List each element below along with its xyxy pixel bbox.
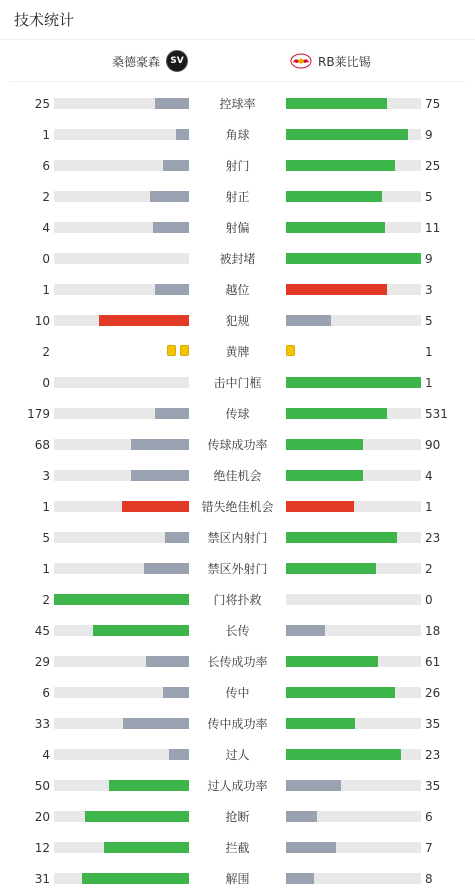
stat-home-value: 12 [34, 841, 50, 855]
away-stat-bar-fill [286, 563, 376, 574]
away-stat-bar-track [286, 873, 421, 884]
away-stat-bar-fill [286, 408, 387, 419]
stat-home-value: 6 [42, 159, 50, 173]
stat-away-value: 35 [425, 717, 441, 731]
stat-label: 绝佳机会 [213, 469, 262, 483]
stat-away-value: 9 [425, 252, 433, 266]
stat-away-value: 35 [425, 779, 441, 793]
away-stat-bar-track [286, 718, 421, 729]
home-stat-bar-track [54, 532, 189, 543]
stat-away-value: 7 [425, 841, 433, 855]
away-stat-bar-fill [286, 377, 421, 388]
away-stat-bar-track [286, 253, 421, 264]
home-stat-bar-fill [155, 408, 189, 419]
away-stat-bar-fill [286, 873, 314, 884]
home-stat-bar-track [54, 129, 189, 140]
away-stat-bar-fill [286, 811, 317, 822]
teams-header [10, 40, 465, 82]
stat-row [0, 430, 475, 461]
home-stat-bar-fill [155, 284, 189, 295]
stat-label: 禁区内射门 [207, 531, 268, 545]
stat-away-value: 23 [425, 748, 441, 762]
away-stat-bar-track [286, 780, 421, 791]
stat-home-value: 0 [42, 376, 50, 390]
stat-home-value: 25 [34, 97, 50, 111]
stat-row [0, 740, 475, 771]
stat-row [0, 244, 475, 275]
home-stat-bar-fill [109, 780, 189, 791]
away-stat-bar-track [286, 377, 421, 388]
yellow-card-icon [180, 345, 189, 356]
away-stat-bar-track [286, 687, 421, 698]
stat-home-value: 3 [42, 469, 50, 483]
home-stat-bar-fill [150, 191, 189, 202]
stat-row [0, 120, 475, 151]
stat-home-value: 50 [34, 779, 50, 793]
away-stat-bar-fill [286, 129, 408, 140]
away-stat-bar-fill [286, 687, 395, 698]
stat-row [0, 678, 475, 709]
away-stat-bar-track [286, 439, 421, 450]
stat-away-value: 11 [425, 221, 441, 235]
away-stat-bar-track [286, 625, 421, 636]
stat-row [0, 554, 475, 585]
home-stat-bar-fill [176, 129, 190, 140]
home-stat-bar-fill [122, 501, 190, 512]
page-title: 技术统计 [14, 11, 75, 29]
stat-row [0, 492, 475, 523]
stat-label: 抢断 [225, 810, 250, 824]
stat-row [0, 864, 475, 895]
away-stat-bar-fill [286, 160, 395, 171]
home-stat-bar-track [54, 222, 189, 233]
home-stat-bar-track [54, 377, 189, 388]
away-stat-bar-track [286, 501, 421, 512]
stat-home-value: 4 [42, 748, 50, 762]
stat-home-value: 2 [42, 593, 50, 607]
stat-label: 射门 [225, 159, 250, 173]
home-yellow-cards [167, 345, 189, 358]
stat-home-value: 1 [42, 283, 50, 297]
home-stat-bar-track [54, 439, 189, 450]
stat-row [0, 368, 475, 399]
yellow-card-icon [286, 345, 295, 356]
away-stat-bar-fill [286, 749, 401, 760]
stat-away-value: 531 [425, 407, 448, 421]
away-stat-bar-fill [286, 470, 363, 481]
home-stat-bar-track [54, 408, 189, 419]
stat-label: 黄牌 [225, 345, 250, 359]
stat-row [0, 709, 475, 740]
stat-label: 长传 [225, 624, 250, 638]
stat-label: 解围 [225, 872, 250, 886]
away-stat-bar-track [286, 470, 421, 481]
stat-home-value: 5 [42, 531, 50, 545]
home-stat-bar-track [54, 687, 189, 698]
stat-row [0, 647, 475, 678]
away-stat-bar-track [286, 408, 421, 419]
stat-away-value: 25 [425, 159, 441, 173]
stat-away-value: 61 [425, 655, 441, 669]
home-stat-bar-fill [104, 842, 189, 853]
stats-list [0, 89, 475, 895]
stat-row [0, 461, 475, 492]
stat-row [0, 275, 475, 306]
home-stat-bar-fill [165, 532, 189, 543]
stat-label: 过人成功率 [207, 779, 268, 793]
away-team-name: RB莱比锡 [318, 54, 371, 69]
home-team-name: 桑德豪森 [111, 54, 160, 69]
stat-away-value: 1 [425, 376, 433, 390]
stat-away-value: 90 [425, 438, 441, 452]
home-stat-bar-track [54, 811, 189, 822]
stat-label: 越位 [225, 283, 250, 297]
stat-home-value: 33 [34, 717, 50, 731]
stat-row [0, 585, 475, 616]
stat-label: 拦截 [225, 841, 250, 855]
yellow-card-icon [167, 345, 176, 356]
stat-away-value: 0 [425, 593, 433, 607]
home-stat-bar-fill [131, 470, 189, 481]
away-stat-bar-fill [286, 98, 387, 109]
away-yellow-cards [286, 345, 295, 358]
away-stat-bar-track [286, 191, 421, 202]
home-stat-bar-fill [93, 625, 189, 636]
home-stat-bar-track [54, 501, 189, 512]
away-stat-bar-fill [286, 842, 336, 853]
stat-label: 传中成功率 [207, 717, 268, 731]
away-stat-bar-fill [286, 284, 387, 295]
stat-label: 犯规 [225, 314, 250, 328]
away-stat-bar-track [286, 594, 421, 605]
home-stat-bar-track [54, 625, 189, 636]
stat-label: 禁区外射门 [207, 562, 268, 576]
stat-label: 传中 [225, 686, 250, 700]
home-stat-bar-track [54, 842, 189, 853]
stat-home-value: 2 [42, 345, 50, 359]
stat-row [0, 399, 475, 430]
away-stat-bar-track [286, 315, 421, 326]
home-stat-bar-fill [82, 873, 189, 884]
home-stat-bar-track [54, 253, 189, 264]
stat-home-value: 1 [42, 562, 50, 576]
away-stat-bar-track [286, 222, 421, 233]
away-stat-bar-track [286, 284, 421, 295]
stat-away-value: 4 [425, 469, 433, 483]
home-stat-bar-fill [131, 439, 189, 450]
stat-row [0, 213, 475, 244]
stat-label: 错失绝佳机会 [201, 500, 274, 514]
stat-away-value: 6 [425, 810, 433, 824]
stat-home-value: 29 [34, 655, 50, 669]
stat-row [0, 337, 475, 368]
away-team[interactable] [290, 40, 371, 82]
home-stat-bar-track [54, 718, 189, 729]
home-stat-bar-track [54, 315, 189, 326]
away-stat-bar-fill [286, 780, 341, 791]
away-stat-bar-fill [286, 315, 331, 326]
away-stat-bar-track [286, 656, 421, 667]
stat-row [0, 182, 475, 213]
home-stat-bar-track [54, 873, 189, 884]
stat-label: 角球 [225, 128, 250, 142]
away-stat-bar-fill [286, 191, 382, 202]
away-stat-bar-track [286, 842, 421, 853]
home-stat-bar-track [54, 749, 189, 760]
stat-home-value: 1 [42, 500, 50, 514]
stat-row [0, 523, 475, 554]
away-stat-bar-fill [286, 625, 325, 636]
stat-label: 传球成功率 [207, 438, 268, 452]
stat-label: 被封堵 [219, 252, 256, 266]
stat-away-value: 5 [425, 190, 433, 204]
stat-label: 门将扑救 [213, 593, 262, 607]
home-stat-bar-fill [144, 563, 189, 574]
stat-label: 击中门框 [213, 376, 262, 390]
stat-row [0, 771, 475, 802]
home-stat-bar-track [54, 191, 189, 202]
stat-row [0, 306, 475, 337]
home-stat-bar-track [54, 563, 189, 574]
stat-label: 控球率 [219, 97, 256, 111]
away-stat-bar-fill [286, 718, 355, 729]
away-stat-bar-fill [286, 439, 363, 450]
away-stat-bar-fill [286, 253, 421, 264]
stat-home-value: 45 [34, 624, 50, 638]
away-stat-bar-fill [286, 222, 385, 233]
away-stat-bar-track [286, 532, 421, 543]
stat-label: 传球 [225, 407, 250, 421]
stat-row [0, 151, 475, 182]
stat-row [0, 802, 475, 833]
away-stat-bar-track [286, 129, 421, 140]
stat-away-value: 1 [425, 345, 433, 359]
home-stat-bar-fill [123, 718, 189, 729]
stat-home-value: 179 [27, 407, 50, 421]
page-header [0, 0, 475, 40]
stat-label: 长传成功率 [207, 655, 268, 669]
stat-home-value: 10 [34, 314, 50, 328]
stat-row [0, 616, 475, 647]
stat-away-value: 23 [425, 531, 441, 545]
stat-away-value: 8 [425, 872, 433, 886]
away-stat-bar-fill [286, 501, 354, 512]
away-stat-bar-fill [286, 532, 397, 543]
home-stat-bar-fill [54, 594, 189, 605]
stat-home-value: 68 [34, 438, 50, 452]
home-stat-bar-fill [146, 656, 189, 667]
stat-away-value: 2 [425, 562, 433, 576]
away-stat-bar-fill [286, 656, 378, 667]
home-stat-bar-track [54, 98, 189, 109]
home-stat-bar-track [54, 160, 189, 171]
home-stat-bar-fill [163, 160, 189, 171]
stat-away-value: 18 [425, 624, 441, 638]
home-stat-bar-track [54, 780, 189, 791]
stat-label: 过人 [225, 748, 250, 762]
home-stat-bar-track [54, 284, 189, 295]
home-stat-bar-fill [153, 222, 189, 233]
stat-away-value: 5 [425, 314, 433, 328]
home-stat-bar-fill [169, 749, 189, 760]
home-stat-bar-fill [99, 315, 189, 326]
home-stat-bar-track [54, 594, 189, 605]
home-stat-bar-fill [85, 811, 189, 822]
home-stat-bar-fill [155, 98, 189, 109]
stat-home-value: 4 [42, 221, 50, 235]
stat-away-value: 75 [425, 97, 441, 111]
home-stat-bar-fill [163, 687, 189, 698]
stat-home-value: 20 [34, 810, 50, 824]
stat-home-value: 1 [42, 128, 50, 142]
away-stat-bar-track [286, 811, 421, 822]
stat-home-value: 0 [42, 252, 50, 266]
stat-away-value: 3 [425, 283, 433, 297]
home-team[interactable] [112, 40, 188, 82]
away-stat-bar-track [286, 749, 421, 760]
stat-away-value: 26 [425, 686, 441, 700]
sandhausen-logo-icon: SV [166, 50, 188, 72]
stat-label: 射偏 [225, 221, 250, 235]
home-stat-bar-track [54, 656, 189, 667]
stat-row [0, 833, 475, 864]
stat-away-value: 9 [425, 128, 433, 142]
stat-row [0, 89, 475, 120]
away-stat-bar-track [286, 98, 421, 109]
stat-home-value: 31 [34, 872, 50, 886]
home-stat-bar-track [54, 470, 189, 481]
away-stat-bar-track [286, 563, 421, 574]
away-stat-bar-track [286, 160, 421, 171]
leipzig-logo-icon [290, 53, 312, 69]
stat-home-value: 6 [42, 686, 50, 700]
stat-label: 射正 [225, 190, 250, 204]
stat-home-value: 2 [42, 190, 50, 204]
stat-away-value: 1 [425, 500, 433, 514]
